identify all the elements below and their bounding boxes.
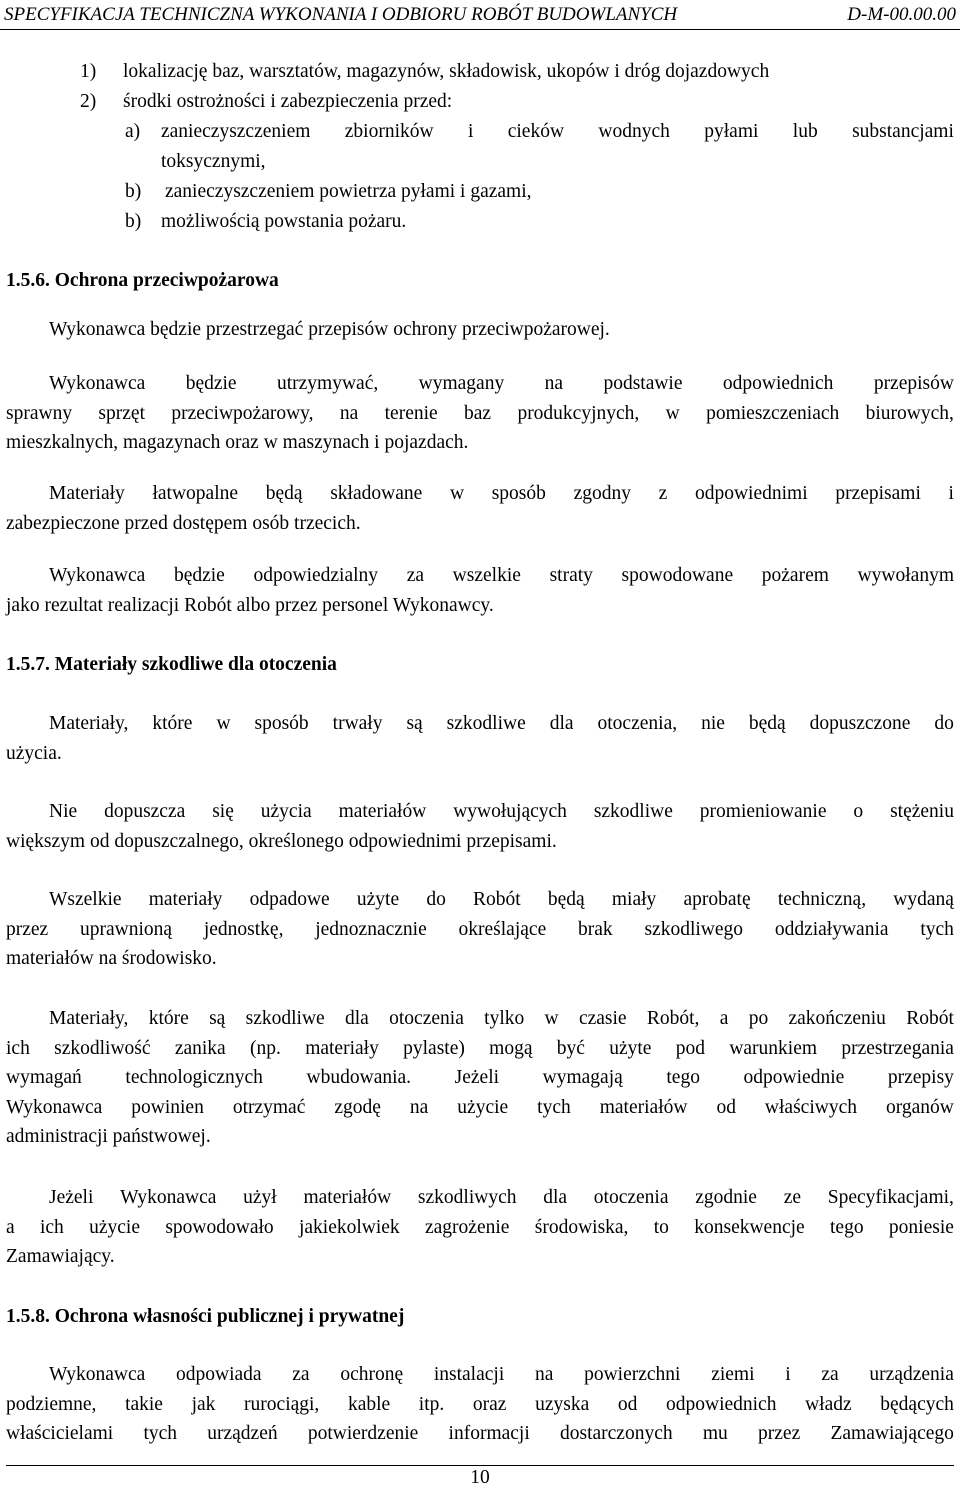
document-code: D-M-00.00.00 [847,4,956,25]
document-title: SPECYFIKACJA TECHNICZNA WYKONANIA I ODBIORU ROBÓT BUDOWLANYCH [4,4,678,25]
paragraph: Wykonawca będzie odpowiedzialny za wszelkie straty spowodowane pożarem wywołanym jako rezultat realizacji Robót albo przez personel Wykonawcy. [6,565,954,616]
paragraph: Wykonawca odpowiada za ochronę instalacji na powierzchni ziemi i za urządzenia podziemne, takie jak rurociągi, kable itp. oraz uzyska od odpowiednich władz będących właścicielami tych urządzeń potwierdzenie informacji dostarczonych mu przez Zamawiającego [6,1364,954,1445]
paragraph: Materiały, które w sposób trwały są szkodliwe dla otoczenia, nie będą dopuszczone do użycia. [6,713,954,764]
list-number: 1) [80,61,97,82]
footer-divider [6,1465,954,1466]
paragraph: Wykonawca będzie utrzymywać, wymagany na podstawie odpowiednich przepisów sprawny sprzęt przeciwpożarowy, na terenie baz produkcyjnych, w pomieszczeniach biurowych, mieszkalnych, magazynach oraz w maszynach i pojazdach. [6,373,954,454]
paragraph: Materiały, które są szkodliwe dla otoczenia tylko w czasie Robót, a po zakończeniu Robót ich szkodliwość zanika (np. materiały pylaste) mogą być użyte pod warunkiem przestrzegania wymagań technologicznych wbudowania. Jeżeli wymagają tego odpowiednie przepisy Wykonawca powinien otrzymać zgodę na użycie tych materiałów od właściwych organów administracji państwowej. [6,1008,954,1148]
paragraph: Wszelkie materiały odpadowe użyte do Robót będą miały aprobatę techniczną, wydaną przez uprawnioną jednostkę, jednoznacznie określające brak szkodliwego oddziaływania tych materiałów na środowisko. [6,889,954,970]
list-text: lokalizację baz, warsztatów, magazynów, składowisk, ukopów i dróg dojazdowych [123,61,770,82]
sub-text: możliwością powstania pożaru. [161,211,407,232]
section-heading-1-5-6: 1.5.6. Ochrona przeciwpożarowa [6,270,279,291]
paragraph: Wykonawca będzie przestrzegać przepisów ochrony przeciwpożarowej. [49,319,610,340]
list-number: 2) [80,91,97,112]
sub-item-b2 [125,207,407,237]
sub-label: a) [125,121,141,142]
list-text: środki ostrożności i zabezpieczenia przed: [123,91,453,112]
page-header [0,0,960,30]
paragraph: Jeżeli Wykonawca użył materiałów szkodliwych dla otoczenia zgodnie ze Specyfikacjami, a ich użycie spowodowało jakiekolwiek zagrożenie środowiska, to konsekwencje tego poniesie Zamawiający. [6,1187,954,1268]
section-heading-1-5-8: 1.5.8. Ochrona własności publicznej i prywatnej [6,1306,405,1327]
paragraph: Nie dopuszcza się użycia materiałów wywołujących szkodliwe promieniowanie o stężeniu większym od dopuszczalnego, określonego odpowiednimi przepisami. [6,801,954,852]
list-item-1 [80,57,770,87]
sub-text-line: toksycznymi, [161,150,266,172]
page-number: 10 [470,1467,490,1488]
sub-item-b1 [125,177,532,207]
sub-text-line: zanieczyszczeniem zbiorników i cieków wodnych pyłami lub substancjami [161,121,954,142]
section-heading-1-5-7: 1.5.7. Materiały szkodliwe dla otoczenia [6,654,337,675]
sub-item-a [125,117,954,172]
list-item-2 [80,87,453,117]
sub-text: zanieczyszczeniem powietrza pyłami i gazami, [165,181,532,202]
sub-label: b) [125,211,142,232]
paragraph: Materiały łatwopalne będą składowane w sposób zgodny z odpowiednimi przepisami i zabezpieczone przed dostępem osób trzecich. [6,483,954,534]
sub-label: b) [125,181,142,202]
